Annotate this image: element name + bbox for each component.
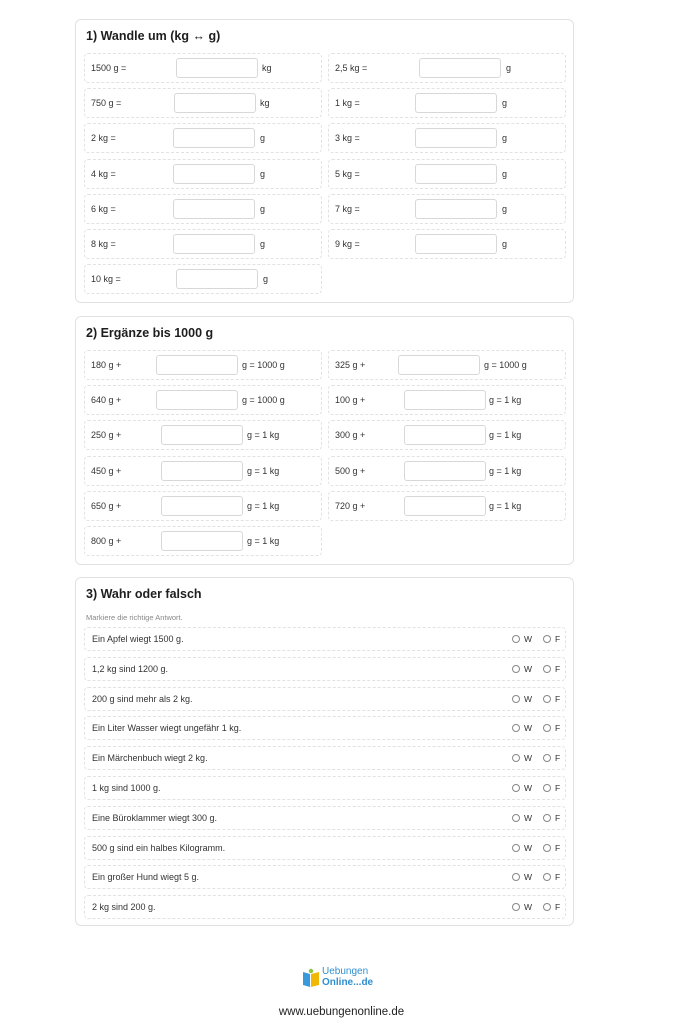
exercise-label: 3 kg = — [335, 133, 360, 144]
statement-text: 1 kg sind 1000 g. — [92, 783, 161, 793]
option-label: F — [555, 783, 561, 793]
section-complete — [75, 316, 574, 565]
unit-label: g = 1 kg — [247, 500, 280, 511]
option-label: W — [524, 723, 533, 734]
answer-option-false[interactable] — [543, 783, 560, 793]
option-label: F — [555, 812, 561, 823]
unit-label: g — [502, 133, 508, 144]
exercise-item — [84, 526, 322, 556]
exercise-label: 325 g + — [335, 360, 366, 370]
exercise-label: 450 g + — [91, 465, 122, 476]
answer-option-false[interactable] — [543, 634, 560, 644]
exercise-label: 720 g + — [335, 500, 366, 511]
answer-option-false[interactable] — [543, 664, 560, 674]
exercise-label: 180 g + — [91, 360, 122, 370]
section-instructions: Markiere die richtige Antwort. — [86, 613, 183, 622]
option-label: F — [555, 872, 561, 883]
exercise-label: 640 g + — [91, 395, 122, 406]
logo-text: Uebungen — [322, 966, 369, 977]
exercise-item — [328, 88, 566, 118]
answer-option-true[interactable] — [512, 843, 532, 853]
answer-option-false[interactable] — [543, 813, 560, 823]
exercise-label: 5 kg = — [335, 168, 360, 179]
statement-row — [84, 716, 566, 740]
option-label: F — [555, 842, 561, 853]
exercise-label: 6 kg = — [91, 203, 116, 214]
answer-option-true[interactable] — [512, 694, 532, 704]
radio-circle-icon[interactable] — [512, 754, 520, 762]
radio-circle-icon[interactable] — [512, 784, 520, 792]
unit-label: g — [260, 168, 266, 179]
radio-circle-icon[interactable] — [512, 903, 520, 911]
option-label: W — [524, 663, 533, 674]
answer-field[interactable] — [156, 355, 238, 375]
answer-field[interactable] — [174, 93, 256, 113]
answer-field[interactable] — [173, 234, 255, 254]
option-label: W — [524, 753, 533, 764]
radio-circle-icon[interactable] — [543, 724, 551, 732]
option-label: F — [555, 723, 561, 734]
radio-circle-icon[interactable] — [543, 635, 551, 643]
exercise-label: 250 g + — [91, 430, 122, 441]
answer-option-true[interactable] — [512, 753, 532, 763]
exercise-label: 8 kg = — [91, 239, 116, 249]
answer-field[interactable] — [173, 164, 255, 184]
answer-field[interactable] — [404, 390, 486, 410]
unit-label: g = 1 kg — [247, 430, 280, 441]
exercise-item — [84, 456, 322, 486]
statement-row — [84, 687, 566, 711]
radio-circle-icon[interactable] — [543, 754, 551, 762]
statement-row — [84, 895, 566, 919]
unit-label: g — [260, 239, 266, 249]
exercise-item — [84, 385, 322, 415]
option-label: F — [555, 634, 561, 644]
radio-circle-icon[interactable] — [512, 635, 520, 643]
section-conversion — [75, 19, 574, 303]
exercise-label: 10 kg = — [91, 274, 121, 285]
unit-label: g = 1 kg — [489, 395, 522, 406]
answer-option-false[interactable] — [543, 902, 560, 912]
exercise-item — [84, 420, 322, 450]
option-label: F — [555, 753, 561, 764]
statement-row — [84, 865, 566, 889]
answer-option-false[interactable] — [543, 843, 560, 853]
site-logo — [302, 966, 384, 992]
unit-label: g — [263, 274, 269, 285]
exercise-label: 9 kg = — [335, 239, 360, 249]
statement-row — [84, 746, 566, 770]
radio-circle-icon[interactable] — [512, 724, 520, 732]
unit-label: g = 1000 g — [242, 395, 285, 406]
radio-circle-icon[interactable] — [512, 814, 520, 822]
exercise-label: 1 kg = — [335, 98, 360, 109]
footer-url: www.uebungenonline.de — [278, 1006, 405, 1018]
exercise-item — [84, 123, 322, 153]
option-label: W — [524, 634, 533, 644]
unit-label: g = 1 kg — [489, 500, 522, 511]
answer-option-true[interactable] — [512, 902, 532, 912]
exercise-label: 1500 g = — [91, 63, 127, 73]
exercise-item — [328, 229, 566, 259]
exercise-item — [328, 456, 566, 486]
unit-label: kg — [262, 63, 272, 73]
radio-circle-icon[interactable] — [512, 695, 520, 703]
radio-circle-icon[interactable] — [512, 665, 520, 673]
exercise-item — [328, 350, 566, 380]
exercise-label: 650 g + — [91, 500, 122, 511]
answer-option-true[interactable] — [512, 783, 532, 793]
option-label: F — [555, 693, 561, 704]
statement-text: Eine Büroklammer wiegt 300 g. — [92, 812, 218, 823]
option-label: W — [524, 902, 533, 913]
answer-field[interactable] — [176, 58, 258, 78]
section-true-false — [75, 577, 574, 926]
answer-option-true[interactable] — [512, 872, 532, 882]
answer-field[interactable] — [415, 128, 497, 148]
answer-option-true[interactable] — [512, 634, 532, 644]
exercise-item — [84, 350, 322, 380]
answer-field[interactable] — [404, 425, 486, 445]
logo-text: Online...de — [322, 977, 374, 988]
exercise-item — [84, 88, 322, 118]
exercise-item — [328, 123, 566, 153]
exercise-item — [84, 229, 322, 259]
answer-field[interactable] — [173, 199, 255, 219]
exercise-item — [328, 385, 566, 415]
statement-text: 1,2 kg sind 1200 g. — [92, 663, 169, 674]
answer-field[interactable] — [415, 199, 497, 219]
option-label: W — [524, 783, 533, 793]
radio-circle-icon[interactable] — [543, 665, 551, 673]
answer-option-false[interactable] — [543, 753, 560, 763]
unit-label: kg — [260, 98, 270, 109]
statement-text: 200 g sind mehr als 2 kg. — [92, 693, 193, 704]
exercise-label: 2,5 kg = — [335, 63, 368, 73]
unit-label: g = 1 kg — [247, 536, 280, 546]
unit-label: g — [502, 239, 508, 249]
statement-row — [84, 627, 566, 651]
answer-option-false[interactable] — [543, 694, 560, 704]
statement-text: Ein Apfel wiegt 1500 g. — [92, 634, 184, 644]
unit-label: g = 1000 g — [242, 360, 285, 370]
unit-label: g — [260, 203, 266, 214]
exercise-item — [328, 159, 566, 189]
option-label: W — [524, 842, 533, 853]
statement-text: 500 g sind ein halbes Kilogramm. — [92, 842, 226, 853]
radio-circle-icon[interactable] — [512, 873, 520, 881]
statement-row — [84, 806, 566, 830]
answer-option-false[interactable] — [543, 723, 560, 733]
answer-option-true[interactable] — [512, 723, 532, 733]
answer-field[interactable] — [161, 461, 243, 481]
exercise-item — [328, 53, 566, 83]
answer-field[interactable] — [161, 531, 243, 551]
radio-circle-icon[interactable] — [543, 844, 551, 852]
statement-text: Ein Märchenbuch wiegt 2 kg. — [92, 753, 208, 764]
exercise-item — [84, 159, 322, 189]
book-icon — [302, 968, 320, 988]
answer-field[interactable] — [176, 269, 258, 289]
exercise-label: 7 kg = — [335, 203, 360, 214]
answer-field[interactable] — [404, 461, 486, 481]
exercise-item — [84, 53, 322, 83]
radio-circle-icon[interactable] — [543, 695, 551, 703]
exercise-label: 800 g + — [91, 536, 122, 546]
section-title: 1) Wandle um (kg ↔ g) — [86, 29, 221, 43]
statement-text: Ein Liter Wasser wiegt ungefähr 1 kg. — [92, 723, 242, 734]
statement-row — [84, 836, 566, 860]
unit-label: g = 1000 g — [484, 360, 527, 370]
exercise-label: 500 g + — [335, 465, 366, 476]
answer-option-false[interactable] — [543, 872, 560, 882]
option-label: W — [524, 693, 533, 704]
exercise-label: 750 g = — [91, 98, 122, 109]
exercise-label: 300 g + — [335, 430, 366, 441]
option-label: W — [524, 812, 533, 823]
radio-circle-icon[interactable] — [543, 903, 551, 911]
unit-label: g — [502, 203, 508, 214]
exercise-item — [328, 420, 566, 450]
answer-field[interactable] — [415, 234, 497, 254]
exercise-item — [84, 491, 322, 521]
option-label: F — [555, 902, 561, 913]
unit-label: g — [502, 168, 508, 179]
unit-label: g — [260, 133, 266, 144]
option-label: W — [524, 872, 533, 883]
section-title: 3) Wahr oder falsch — [86, 587, 202, 601]
answer-field[interactable] — [415, 93, 497, 113]
exercise-item — [328, 194, 566, 224]
statement-text: Ein großer Hund wiegt 5 g. — [92, 872, 200, 883]
answer-field[interactable] — [419, 58, 501, 78]
answer-field[interactable] — [404, 496, 486, 516]
radio-circle-icon[interactable] — [543, 873, 551, 881]
unit-label: g — [502, 98, 508, 109]
unit-label: g = 1 kg — [247, 465, 280, 476]
option-label: F — [555, 663, 561, 674]
unit-label: g = 1 kg — [489, 430, 522, 441]
exercise-label: 4 kg = — [91, 168, 116, 179]
exercise-item — [84, 264, 322, 294]
section-title: 2) Ergänze bis 1000 g — [86, 326, 214, 340]
answer-option-true[interactable] — [512, 664, 532, 674]
exercise-item — [328, 491, 566, 521]
statement-row — [84, 657, 566, 681]
answer-field[interactable] — [156, 390, 238, 410]
statement-text: 2 kg sind 200 g. — [92, 902, 156, 913]
unit-label: g — [506, 63, 512, 73]
unit-label: g = 1 kg — [489, 465, 522, 476]
answer-field[interactable] — [398, 355, 480, 375]
answer-field[interactable] — [161, 425, 243, 445]
answer-field[interactable] — [161, 496, 243, 516]
radio-circle-icon[interactable] — [543, 814, 551, 822]
answer-field[interactable] — [173, 128, 255, 148]
exercise-label: 100 g + — [335, 395, 366, 406]
statement-row — [84, 776, 566, 800]
answer-option-true[interactable] — [512, 813, 532, 823]
exercise-label: 2 kg = — [91, 133, 116, 144]
exercise-item — [84, 194, 322, 224]
radio-circle-icon[interactable] — [543, 784, 551, 792]
radio-circle-icon[interactable] — [512, 844, 520, 852]
answer-field[interactable] — [415, 164, 497, 184]
